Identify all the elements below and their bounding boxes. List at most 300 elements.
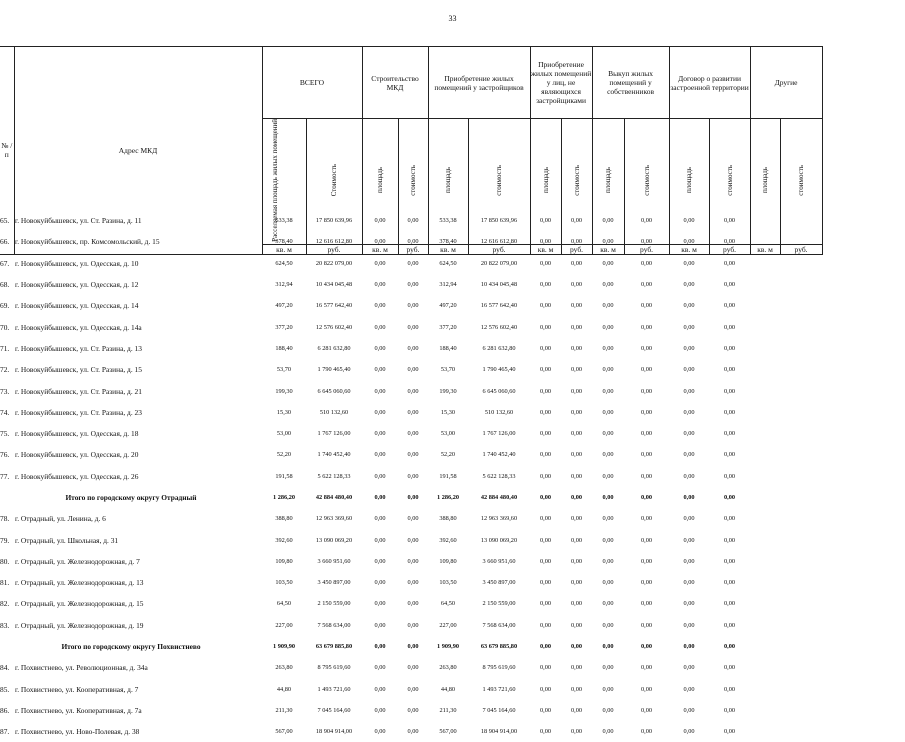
cell-value: 0,00 xyxy=(640,706,653,714)
cell-value: 0,00 xyxy=(407,238,419,246)
row-number: 82. xyxy=(0,599,10,609)
cell-value: 18 904 914,00 xyxy=(315,728,353,736)
table-row xyxy=(0,423,822,444)
cell-value: 0,00 xyxy=(640,451,653,459)
cell-value: 0,00 xyxy=(723,706,736,714)
cell-value: 0,00 xyxy=(640,600,653,608)
subtotal-row xyxy=(0,487,822,508)
cell-value: 0,00 xyxy=(723,323,736,331)
cell-value: 0,00 xyxy=(539,536,552,544)
cell-value: 0,00 xyxy=(407,408,419,416)
group-purchase-developers: Приобретение жилых помещений у застройщиков xyxy=(428,47,530,119)
unit-cell: кв. м xyxy=(362,244,398,254)
cell-value: 533,38 xyxy=(275,217,293,225)
cell-value: 0,00 xyxy=(683,281,695,289)
cell-value: 0,00 xyxy=(374,408,386,416)
cell-value: 0,00 xyxy=(640,238,653,246)
cell-value: 0,00 xyxy=(683,387,695,395)
cell-value: 0,00 xyxy=(683,643,695,651)
cell-value: 0,00 xyxy=(539,281,552,289)
cell-value: 0,00 xyxy=(407,387,419,395)
table-row xyxy=(0,721,822,742)
cell-value: 377,20 xyxy=(275,323,293,331)
row-number: 68. xyxy=(0,280,10,290)
cell-value: 5 622 128,33 xyxy=(482,472,516,480)
cell-value: 0,00 xyxy=(570,600,583,608)
row-address: г. Новокуйбышевск, пр. Комсомольский, д. 15 xyxy=(15,237,160,247)
cell-value: 312,94 xyxy=(275,281,293,289)
cell-value: 0,00 xyxy=(407,494,419,501)
cell-value: 0,00 xyxy=(683,536,695,544)
group-purchase-non-developers: Приобретение жилых помещений у лиц, не являющихся застройщиками xyxy=(530,47,592,119)
unit-cell: руб. xyxy=(468,244,530,254)
cell-value: 0,00 xyxy=(374,472,386,480)
cell-value: 0,00 xyxy=(602,366,614,374)
cell-value: 0,00 xyxy=(683,728,695,736)
row-number: 71. xyxy=(0,343,10,353)
cell-value: 0,00 xyxy=(374,536,386,544)
cell-value: 6 281 632,80 xyxy=(317,344,351,352)
cell-value: 1 493 721,60 xyxy=(482,685,516,693)
cell-value: 392,60 xyxy=(275,536,293,544)
row-address: г. Отрадный, ул. Ленина, д. 6 xyxy=(15,514,106,524)
cell-value: 0,00 xyxy=(570,472,583,480)
cell-value: 0,00 xyxy=(683,344,695,352)
cell-value: 0,00 xyxy=(640,621,653,629)
cell-value: 0,00 xyxy=(407,323,419,331)
cell-value: 53,70 xyxy=(276,366,292,374)
subcol-header: стоимость xyxy=(709,119,750,245)
cell-value: 103,50 xyxy=(439,579,457,587)
cell-value: 497,20 xyxy=(275,302,293,310)
cell-value: 0,00 xyxy=(723,557,736,565)
cell-value: 211,30 xyxy=(275,706,293,714)
cell-value: 378,40 xyxy=(439,238,457,246)
cell-value: 0,00 xyxy=(570,643,583,651)
cell-value: 0,00 xyxy=(374,259,386,267)
cell-value: 0,00 xyxy=(683,323,695,331)
cell-value: 0,00 xyxy=(640,557,653,565)
row-number: 75. xyxy=(0,429,10,439)
cell-value: 1 790 465,40 xyxy=(317,366,351,374)
address-header: Адрес МКД xyxy=(14,47,262,255)
row-number: 87. xyxy=(0,727,10,737)
cell-value: 0,00 xyxy=(602,302,614,310)
subtotal-label: Итого по городскому округу Отрадный xyxy=(65,493,197,502)
cell-value: 0,00 xyxy=(723,494,736,501)
cell-value: 0,00 xyxy=(374,238,386,246)
row-address: г. Похвистнево, ул. Кооперативная, д. 7а xyxy=(15,705,142,715)
cell-value: 312,94 xyxy=(439,281,457,289)
row-number: 70. xyxy=(0,322,10,332)
cell-value: 191,58 xyxy=(439,472,457,480)
cell-value: 53,00 xyxy=(276,430,292,438)
cell-value: 227,00 xyxy=(275,621,293,629)
row-number: 77. xyxy=(0,471,10,481)
cell-value: 0,00 xyxy=(683,302,695,310)
unit-cell: руб. xyxy=(398,244,428,254)
cell-value: 1 286,20 xyxy=(272,494,296,501)
unit-cell: кв. м xyxy=(669,244,709,254)
cell-value: 12 963 369,60 xyxy=(315,515,353,523)
cell-value: 227,00 xyxy=(439,621,457,629)
cell-value: 0,00 xyxy=(539,238,552,246)
row-address: г. Отрадный, ул. Железнодорожная, д. 19 xyxy=(15,620,144,630)
cell-value: 0,00 xyxy=(374,302,386,310)
cell-value: 7 045 164,60 xyxy=(317,706,351,714)
cell-value: 0,00 xyxy=(640,259,653,267)
cell-value: 1 790 465,40 xyxy=(482,366,516,374)
cell-value: 567,00 xyxy=(275,728,293,736)
cell-value: 0,00 xyxy=(602,579,614,587)
cell-value: 0,00 xyxy=(407,685,419,693)
cell-value: 0,00 xyxy=(374,579,386,587)
group-total: ВСЕГО xyxy=(262,47,362,119)
cell-value: 0,00 xyxy=(407,600,419,608)
cell-value: 0,00 xyxy=(407,302,419,310)
cell-value: 7 568 634,00 xyxy=(482,621,516,629)
cell-value: 0,00 xyxy=(407,451,419,459)
cell-value: 0,00 xyxy=(374,664,386,672)
cell-value: 0,00 xyxy=(723,579,736,587)
cell-value: 0,00 xyxy=(602,515,614,523)
cell-value: 0,00 xyxy=(683,217,695,225)
cell-value: 510 132,60 xyxy=(484,408,514,416)
cell-value: 42 884 480,40 xyxy=(315,494,353,501)
row-address: г. Новокуйбышевск, ул. Одесская, д. 14 xyxy=(15,301,139,311)
cell-value: 0,00 xyxy=(640,281,653,289)
row-number: 74. xyxy=(0,407,10,417)
table-row xyxy=(0,231,822,252)
cell-value: 63 679 885,80 xyxy=(315,643,353,651)
cell-value: 0,00 xyxy=(602,643,614,651)
cell-value: 0,00 xyxy=(374,281,386,289)
subcol-header: площадь xyxy=(530,119,561,245)
cell-value: 0,00 xyxy=(723,302,736,310)
cell-value: 211,30 xyxy=(439,706,457,714)
cell-value: 0,00 xyxy=(570,430,583,438)
cell-value: 0,00 xyxy=(374,323,386,331)
cell-value: 0,00 xyxy=(570,281,583,289)
cell-value: 0,00 xyxy=(570,451,583,459)
subtotal-label: Итого по городскому округу Похвистнево xyxy=(61,642,201,652)
group-development-agreement: Договор о развитии застроенной территории xyxy=(669,47,750,119)
cell-value: 44,80 xyxy=(440,685,456,693)
cell-value: 0,00 xyxy=(374,387,386,395)
cell-value: 0,00 xyxy=(683,408,695,416)
cell-value: 1 767 126,00 xyxy=(317,430,351,438)
cell-value: 0,00 xyxy=(570,706,583,714)
cell-value: 0,00 xyxy=(640,217,653,225)
cell-value: 0,00 xyxy=(539,217,552,225)
cell-value: 0,00 xyxy=(539,643,552,651)
cell-value: 3 660 951,60 xyxy=(317,557,351,565)
subcol-header: стоимость xyxy=(561,119,592,245)
subcol-header: площадь xyxy=(669,119,709,245)
table-row xyxy=(0,338,822,359)
cell-value: 0,00 xyxy=(602,238,614,246)
cell-value: 10 434 045,48 xyxy=(315,281,353,289)
row-number: 69. xyxy=(0,301,10,311)
unit-cell: руб. xyxy=(624,244,669,254)
cell-value: 0,00 xyxy=(602,344,614,352)
cell-value: 0,00 xyxy=(683,259,695,267)
row-number: 72. xyxy=(0,365,10,375)
cell-value: 3 450 897,00 xyxy=(482,579,516,587)
cell-value: 0,00 xyxy=(683,238,695,246)
cell-value: 0,00 xyxy=(570,621,583,629)
cell-value: 0,00 xyxy=(640,643,653,651)
row-number: 73. xyxy=(0,386,10,396)
cell-value: 0,00 xyxy=(602,706,614,714)
table-row xyxy=(0,593,822,614)
row-address: г. Похвистнево, ул. Революционная, д. 34а xyxy=(15,663,148,673)
cell-value: 0,00 xyxy=(640,344,653,352)
cell-value: 0,00 xyxy=(407,643,419,651)
cell-value: 16 577 642,40 xyxy=(315,302,353,310)
cell-value: 0,00 xyxy=(602,259,614,267)
row-number: 79. xyxy=(0,535,10,545)
cell-value: 0,00 xyxy=(374,494,386,501)
cell-value: 0,00 xyxy=(570,579,583,587)
cell-value: 0,00 xyxy=(407,281,419,289)
page-number: 33 xyxy=(448,14,457,23)
cell-value: 0,00 xyxy=(374,621,386,629)
subcol-header: площадь xyxy=(750,119,780,245)
cell-value: 0,00 xyxy=(602,472,614,480)
cell-value: 53,00 xyxy=(440,430,456,438)
cell-value: 0,00 xyxy=(539,685,552,693)
cell-value: 388,80 xyxy=(275,515,293,523)
cell-value: 15,30 xyxy=(276,408,292,416)
cell-value: 0,00 xyxy=(640,664,653,672)
cell-value: 0,00 xyxy=(640,685,653,693)
table-row xyxy=(0,295,822,316)
cell-value: 16 577 642,40 xyxy=(480,302,518,310)
cell-value: 0,00 xyxy=(640,536,653,544)
cell-value: 12 963 369,60 xyxy=(480,515,518,523)
row-address: г. Новокуйбышевск, ул. Одесская, д. 18 xyxy=(15,429,139,439)
cell-value: 0,00 xyxy=(640,387,653,395)
cell-value: 0,00 xyxy=(374,515,386,523)
cell-value: 188,40 xyxy=(275,344,293,352)
cell-value: 0,00 xyxy=(602,536,614,544)
cell-value: 0,00 xyxy=(683,451,695,459)
row-number: 81. xyxy=(0,578,10,588)
cell-value: 109,80 xyxy=(439,557,457,565)
cell-value: 0,00 xyxy=(723,238,736,246)
row-address: г. Похвистнево, ул. Кооперативная, д. 7 xyxy=(15,684,139,694)
cell-value: 0,00 xyxy=(374,366,386,374)
cell-value: 53,70 xyxy=(440,366,456,374)
cell-value: 0,00 xyxy=(602,323,614,331)
cell-value: 0,00 xyxy=(723,728,736,736)
cell-value: 0,00 xyxy=(407,621,419,629)
row-address: г. Новокуйбышевск, ул. Одесская, д. 20 xyxy=(15,450,139,460)
subtotal-row xyxy=(0,636,822,657)
group-construction: Строительство МКД xyxy=(362,47,428,119)
cell-value: 0,00 xyxy=(723,536,736,544)
cell-value: 0,00 xyxy=(570,387,583,395)
cell-value: 0,00 xyxy=(407,536,419,544)
cell-value: 0,00 xyxy=(539,451,552,459)
cell-value: 20 822 079,00 xyxy=(480,259,518,267)
cell-value: 1 767 126,00 xyxy=(482,430,516,438)
cell-value: 12 616 612,80 xyxy=(480,238,518,246)
subcol-header: стоимость xyxy=(398,119,428,245)
cell-value: 0,00 xyxy=(602,217,614,225)
row-address: г. Новокуйбышевск, ул. Ст. Разина, д. 13 xyxy=(15,343,142,353)
row-address: г. Новокуйбышевск, ул. Одесская, д. 14а xyxy=(15,322,142,332)
cell-value: 0,00 xyxy=(602,664,614,672)
row-address: г. Новокуйбышевск, ул. Одесская, д. 26 xyxy=(15,471,139,481)
cell-value: 0,00 xyxy=(723,387,736,395)
cell-value: 0,00 xyxy=(683,664,695,672)
subcol-header: площадь xyxy=(428,119,468,245)
cell-value: 8 795 619,60 xyxy=(482,664,516,672)
cell-value: 0,00 xyxy=(602,621,614,629)
cell-value: 0,00 xyxy=(640,323,653,331)
cell-value: 18 904 914,00 xyxy=(480,728,518,736)
cell-value: 0,00 xyxy=(602,685,614,693)
cell-value: 533,38 xyxy=(439,217,457,225)
cell-value: 0,00 xyxy=(570,664,583,672)
cell-value: 0,00 xyxy=(723,451,736,459)
cell-value: 0,00 xyxy=(374,643,386,651)
cell-value: 0,00 xyxy=(723,366,736,374)
unit-cell: кв. м xyxy=(750,244,780,254)
cell-value: 13 090 069,20 xyxy=(480,536,518,544)
cell-value: 0,00 xyxy=(602,451,614,459)
cell-value: 0,00 xyxy=(407,515,419,523)
cell-value: 0,00 xyxy=(640,408,653,416)
unit-cell: кв. м xyxy=(262,244,306,254)
row-address: г. Отрадный, ул. Железнодорожная, д. 13 xyxy=(15,578,144,588)
cell-value: 6 645 060,60 xyxy=(482,387,516,395)
cell-value: 0,00 xyxy=(602,557,614,565)
cell-value: 0,00 xyxy=(539,494,552,501)
cell-value: 0,00 xyxy=(640,728,653,736)
cell-value: 6 281 632,80 xyxy=(482,344,516,352)
num-header: № /п xyxy=(0,47,14,255)
cell-value: 0,00 xyxy=(683,706,695,714)
cell-value: 199,30 xyxy=(275,387,293,395)
cell-value: 0,00 xyxy=(539,430,552,438)
table-row xyxy=(0,274,822,295)
cell-value: 0,00 xyxy=(723,600,736,608)
cell-value: 0,00 xyxy=(539,323,552,331)
cell-value: 7 045 164,60 xyxy=(482,706,516,714)
cell-value: 0,00 xyxy=(374,706,386,714)
table-row xyxy=(0,253,822,274)
cell-value: 0,00 xyxy=(570,728,583,736)
cell-value: 0,00 xyxy=(539,728,552,736)
cell-value: 12 616 612,80 xyxy=(315,238,353,246)
cell-value: 378,40 xyxy=(275,238,293,246)
cell-value: 1 286,20 xyxy=(436,494,460,501)
cell-value: 52,20 xyxy=(440,451,456,459)
row-number: 85. xyxy=(0,684,10,694)
cell-value: 0,00 xyxy=(602,408,614,416)
cell-value: 199,30 xyxy=(439,387,457,395)
cell-value: 0,00 xyxy=(374,728,386,736)
subcol-header: Стоимость xyxy=(306,119,362,245)
cell-value: 0,00 xyxy=(374,685,386,693)
row-number: 65. xyxy=(0,216,10,226)
cell-value: 0,00 xyxy=(374,217,386,225)
row-address: г. Отрадный, ул. Школьная, д. 31 xyxy=(15,535,119,545)
cell-value: 0,00 xyxy=(374,430,386,438)
cell-value: 12 576 602,40 xyxy=(315,323,353,331)
cell-value: 0,00 xyxy=(539,366,552,374)
cell-value: 0,00 xyxy=(539,259,552,267)
unit-cell: кв. м xyxy=(428,244,468,254)
cell-value: 0,00 xyxy=(539,387,552,395)
cell-value: 0,00 xyxy=(374,451,386,459)
cell-value: 3 450 897,00 xyxy=(317,579,351,587)
subcol-header: стоимость xyxy=(624,119,669,245)
table-row xyxy=(0,380,822,401)
cell-value: 13 090 069,20 xyxy=(315,536,353,544)
cell-value: 0,00 xyxy=(374,600,386,608)
cell-value: 0,00 xyxy=(723,281,736,289)
cell-value: 567,00 xyxy=(439,728,457,736)
row-address: г. Новокуйбышевск, ул. Ст. Разина, д. 15 xyxy=(15,365,142,375)
cell-value: 263,80 xyxy=(439,664,457,672)
table-row xyxy=(0,466,822,487)
cell-value: 263,80 xyxy=(275,664,293,672)
cell-value: 0,00 xyxy=(723,217,736,225)
row-address: г. Новокуйбышевск, ул. Одесская, д. 10 xyxy=(15,258,139,268)
row-address: г. Отрадный, ул. Железнодорожная, д. 15 xyxy=(15,599,144,609)
cell-value: 0,00 xyxy=(539,515,552,523)
cell-value: 0,00 xyxy=(683,600,695,608)
cell-value: 5 622 128,33 xyxy=(317,472,351,480)
row-address: г. Новокуйбышевск, ул. Ст. Разина, д. 11 xyxy=(15,216,142,226)
cell-value: 7 568 634,00 xyxy=(317,621,351,629)
cell-value: 0,00 xyxy=(683,494,695,501)
cell-value: 1 740 452,40 xyxy=(482,451,516,459)
cell-value: 0,00 xyxy=(683,472,695,480)
cell-value: 2 150 559,00 xyxy=(482,600,516,608)
row-address: г. Новокуйбышевск, ул. Одесская, д. 12 xyxy=(15,280,139,290)
cell-value: 624,50 xyxy=(439,259,457,267)
cell-value: 0,00 xyxy=(407,472,419,480)
table-row xyxy=(0,615,822,636)
cell-value: 0,00 xyxy=(539,408,552,416)
unit-cell: руб. xyxy=(306,244,362,254)
cell-value: 0,00 xyxy=(539,706,552,714)
cell-value: 0,00 xyxy=(640,302,653,310)
cell-value: 0,00 xyxy=(407,217,419,225)
row-number: 78. xyxy=(0,514,10,524)
cell-value: 0,00 xyxy=(640,366,653,374)
cell-value: 0,00 xyxy=(570,344,583,352)
cell-value: 388,80 xyxy=(439,515,457,523)
cell-value: 3 660 951,60 xyxy=(482,557,516,565)
cell-value: 0,00 xyxy=(374,344,386,352)
cell-value: 0,00 xyxy=(683,621,695,629)
row-number: 84. xyxy=(0,663,10,673)
cell-value: 64,50 xyxy=(276,600,292,608)
unit-cell: руб. xyxy=(561,244,592,254)
table-row xyxy=(0,402,822,423)
table-row xyxy=(0,657,822,678)
cell-value: 2 150 559,00 xyxy=(317,600,351,608)
cell-value: 0,00 xyxy=(539,472,552,480)
cell-value: 0,00 xyxy=(570,302,583,310)
unit-cell: руб. xyxy=(780,244,822,254)
